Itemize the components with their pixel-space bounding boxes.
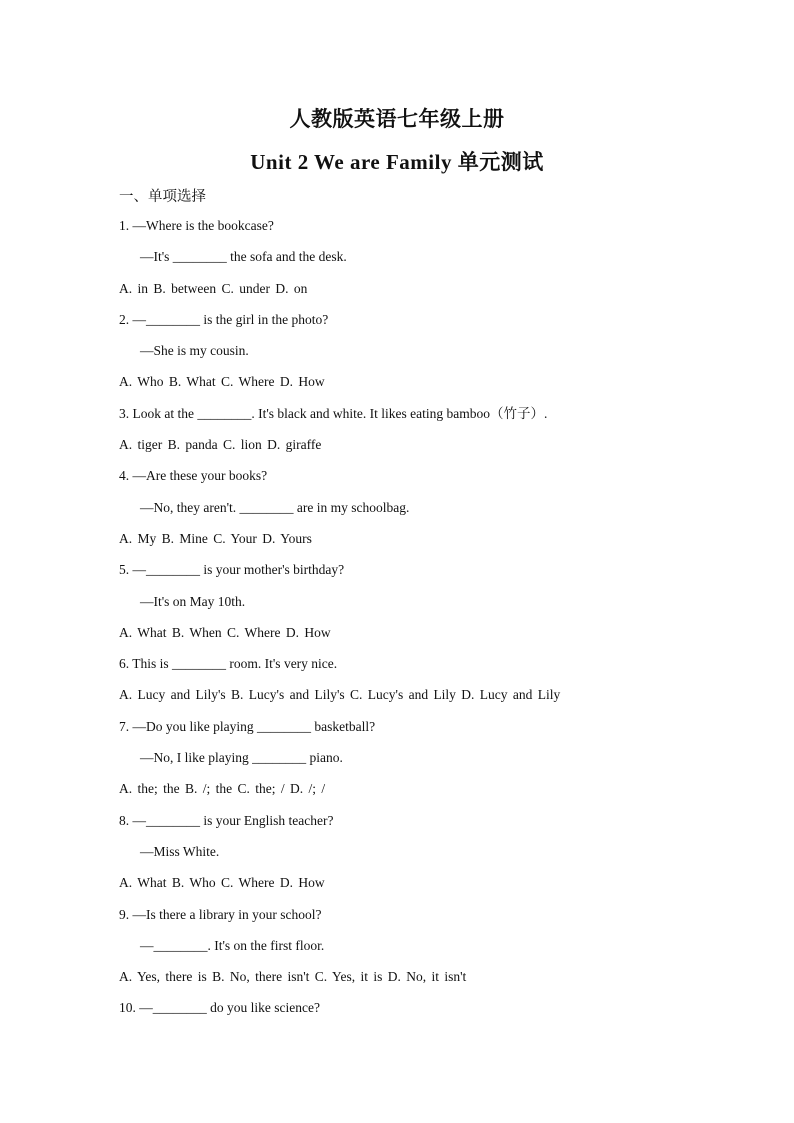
answer-line: —________. It's on the first floor. bbox=[140, 937, 325, 953]
question-line: 1. —Where is the bookcase? bbox=[119, 218, 274, 233]
question-line: 5. —________ is your mother's birthday? bbox=[119, 562, 345, 578]
options-line: A. Yes, there is B. No, there isn't C. Yes, it is D. No, it isn't bbox=[119, 969, 467, 985]
answer-line: —She is my cousin. bbox=[140, 343, 249, 359]
answer-line: —No, they aren't. ________ are in my schoolbag. bbox=[140, 499, 410, 515]
question-line: 3. Look at the ________. It's black and white. It likes eating bamboo（竹子）. bbox=[119, 405, 548, 421]
document-title-cn: 人教版英语七年级上册 bbox=[289, 107, 505, 131]
section-heading: 一、单项选择 bbox=[119, 189, 206, 205]
answer-line: —Miss White. bbox=[140, 843, 220, 859]
options-line: A. My B. Mine C. Your D. Yours bbox=[119, 530, 312, 546]
options-line: A. in B. between C. under D. on bbox=[119, 280, 308, 296]
answer-line: —It's ________ the sofa and the desk. bbox=[140, 249, 347, 265]
options-line: A. tiger B. panda C. lion D. giraffe bbox=[119, 437, 322, 453]
options-line: A. What B. Who C. Where D. How bbox=[119, 875, 325, 891]
question-line: 7. —Do you like playing ________ basketball? bbox=[119, 718, 376, 734]
answer-line: —No, I like playing ________ piano. bbox=[140, 750, 343, 766]
options-line: A. Lucy and Lily's B. Lucy's and Lily's C. Lucy's and Lily D. Lucy and Lily bbox=[119, 687, 561, 703]
question-line: 4. —Are these your books? bbox=[119, 468, 268, 484]
options-line: A. Who B. What C. Where D. How bbox=[119, 374, 325, 390]
question-line: 10. —________ do you like science? bbox=[119, 1000, 320, 1016]
options-line: A. the; the B. /; the C. the; / D. /; / bbox=[119, 781, 326, 797]
document-title-en: Unit 2 We are Family 单元测试 bbox=[250, 150, 544, 174]
options-line: A. What B. When C. Where D. How bbox=[119, 624, 331, 640]
question-line: 9. —Is there a library in your school? bbox=[119, 906, 322, 922]
question-list bbox=[119, 216, 754, 1030]
question-line: 8. —________ is your English teacher? bbox=[119, 812, 334, 828]
question-line: 6. This is ________ room. It's very nice. bbox=[119, 656, 338, 672]
answer-line: —It's on May 10th. bbox=[140, 593, 246, 609]
question-line: 2. —________ is the girl in the photo? bbox=[119, 311, 329, 327]
